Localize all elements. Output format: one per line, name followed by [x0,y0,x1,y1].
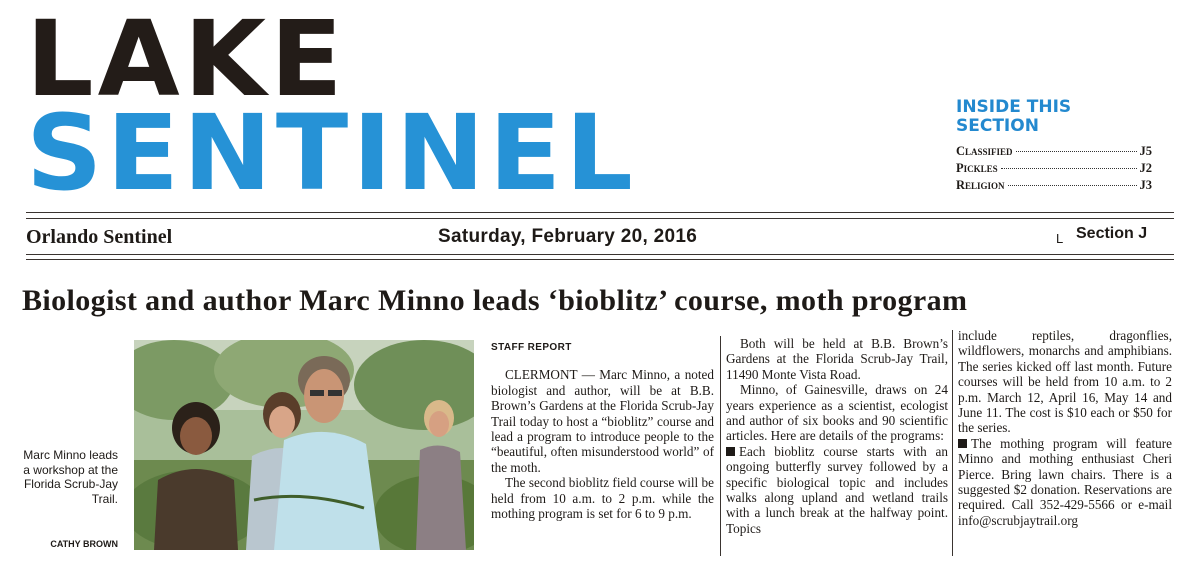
article-photo [134,340,474,550]
section-letter: L [1056,231,1064,246]
dateline [26,224,1174,252]
article-headline: Biologist and author Marc Minno leads ‘bioblitz’ course, moth program [22,284,968,317]
inside-item-label: Classified [956,144,1013,158]
inside-item-page: J2 [1139,161,1152,175]
inside-item-classified[interactable] [956,143,1152,160]
paragraph: CLERMONT — Marc Minno, a noted biologist and author, will be at B.B. Brown’s Gardens at the Florida Scrub-Jay Trail today to host a “bioblitz” course and lead a program to introduce people to the “beautiful, often misunderstood world” of the moth. [491,367,714,475]
byline: STAFF REPORT [491,342,572,353]
article-column-1 [491,340,714,521]
paragraph: The mothing program will feature Minno and mothing enthusiast Cheri Pierce. Bring lawn chairs. There is a suggested $2 donation. Reservations are required. Call 352-429-5566 or e-mail info@scrubjaytrail.org [958,435,1172,528]
inside-item-label: Religion [956,178,1005,192]
inside-item-page: J5 [1139,144,1152,158]
bullet-paragraph [726,444,948,536]
paragraph: Each bioblitz course starts with an ongoing butterfly survey followed by a specific biological topic and includes walks along upland and wetland trails with a lunch break at the halfway point. Topics [726,443,948,536]
masthead-sentinel: SENTINEL [26,92,637,214]
inside-this-section [956,98,1152,194]
issue-date: Saturday, February 20, 2016 [438,226,698,247]
leader-dots [1001,168,1137,169]
leader-dots [1008,185,1137,186]
bullet-paragraph [958,436,1172,528]
masthead-lake: LAKE [26,0,347,120]
paragraph: include reptiles, dragonflies, wildflowers, monarchs and amphibians. The series kicked off last month. Future courses will be held from 10 a.m. to 2 p.m. March 12, April 16, May 14 and June 11. The cost is $10 each or $50 for the series. [958,328,1172,436]
leader-dots [1016,151,1137,152]
paragraph: Both will be held at B.B. Brown’s Gardens at the Florida Scrub-Jay Trail, 11490 Monte Vista Road. [726,336,948,382]
inside-title: INSIDE THIS SECTION [956,97,1072,136]
photo-credit: CATHY BROWN [50,539,118,549]
paragraph: The second bioblitz field course will be held from 10 a.m. to 2 p.m. while the mothing program is set for 6 to 9 p.m. [491,475,714,522]
inside-item-label: Pickles [956,161,998,175]
inside-item-page: J3 [1139,178,1152,192]
column-divider [952,330,953,556]
paper-name: Orlando Sentinel [26,226,173,248]
photo-illustration [134,340,474,550]
paragraph: Minno, of Gainesville, draws on 24 years experience as a scientist, ecologist and author of six books and 90 scientific articles. Here are details of the programs: [726,382,948,444]
divider-rule [26,212,1174,213]
article-column-3 [958,328,1172,528]
divider-rule [26,254,1174,255]
column-divider [720,336,721,556]
inside-list [956,143,1152,194]
section-label: Section J [1076,225,1148,242]
article-column-2 [726,336,948,536]
inside-item-pickles[interactable] [956,160,1152,177]
bullet-square-icon [958,439,967,448]
divider-rule [26,218,1174,219]
divider-rule [26,259,1174,260]
bullet-square-icon [726,447,735,456]
photo-caption: Marc Minno leads a workshop at the Florida Scrub-Jay Trail. [23,448,118,506]
inside-item-religion[interactable] [956,177,1152,194]
